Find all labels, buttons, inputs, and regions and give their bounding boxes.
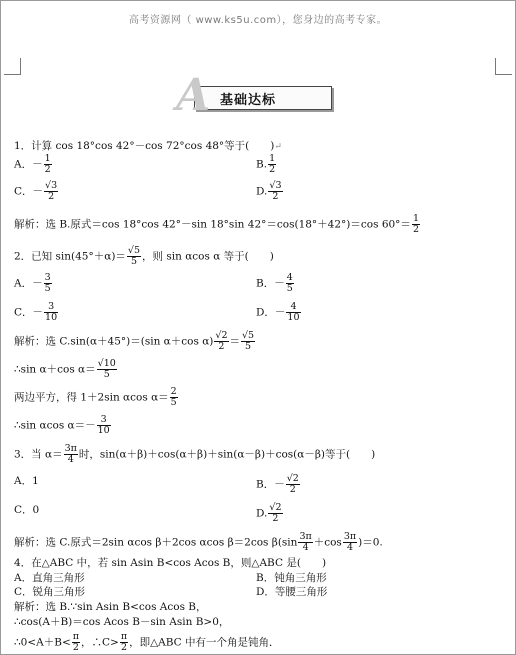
fraction: $\frac{√2}{2}$ <box>269 502 282 524</box>
fraction: $\frac{4}{10}$ <box>287 301 300 323</box>
q4-options-cd: C．锐角三角形 D．等腰三角形 <box>14 586 328 598</box>
fraction: $\frac{1}{2}$ <box>412 213 419 235</box>
fraction: $\frac{√3}{2}$ <box>45 180 58 202</box>
fraction: $\frac{√2}{2}$ <box>286 473 299 495</box>
fraction: $\frac{√5}{5}$ <box>127 245 141 267</box>
q4-options-ab: A．直角三角形 B．钝角三角形 <box>14 572 327 584</box>
q2-solution-2: ∴sin α＋cos α＝ $\frac{√10}{5}$ <box>14 358 116 380</box>
q1-options-ab: A．－ $\frac{1}{2}$ B. $\frac{1}{2}$ <box>14 153 276 175</box>
margin-corner-right <box>495 58 512 75</box>
fraction: $\frac{√2}{2}$ <box>215 330 228 352</box>
q2-solution-4: ∴sin αcos α＝－ $\frac{3}{10}$ <box>14 414 110 436</box>
fraction: $\frac{3}{10}$ <box>45 301 58 323</box>
fraction: $\frac{2}{5}$ <box>170 386 177 408</box>
banner-letter: A <box>176 70 211 121</box>
fraction: $\frac{\pi}{2}$ <box>120 631 128 653</box>
q4-solution-2: ∴cos(A＋B)＝cos Acos B－sin Asin B>0， <box>14 616 230 628</box>
margin-corner-left <box>4 58 21 75</box>
q3-options-cd: C．0 D. $\frac{√2}{2}$ <box>14 502 282 524</box>
fraction: $\frac{√5}{5}$ <box>242 330 255 352</box>
q2-stem: 2．已知 sin(45°＋α)＝ $\frac{√5}{5}$ ，则 sin αcos α 等于( ) <box>14 245 274 267</box>
section-banner <box>176 70 332 126</box>
fraction: $\frac{3\pi}{4}$ <box>299 531 312 553</box>
q4-solution-3: ∴0<A＋B< $\frac{\pi}{2}$ ，∴C> $\frac{\pi}{2}$ ，即△ABC 中有一个角是钝角． <box>14 631 280 653</box>
q3-solution: 解析：选 C.原式＝2sin αcos β＋2cos αcos β＝2cos β(sin $\frac{3\pi}{4}$ ＋cos $\frac{3\pi}{4}$ )＝0. <box>14 531 383 553</box>
q1-options-cd: C．－ $\frac{√3}{2}$ D. $\frac{√3}{2}$ <box>14 180 282 202</box>
q4-stem: 4．在△ABC 中，若 sin Asin B<cos Acos B，则△ABC 是( ) <box>14 557 327 569</box>
fraction: $\frac{1}{2}$ <box>44 153 51 175</box>
q1-solution: 解析：选 B.原式＝cos 18°cos 42°－sin 18°sin 42°＝cos(18°＋42°)＝cos 60°＝ $\frac{1}{2}$ <box>14 213 419 235</box>
q1-stem: 1．计算 cos 18°cos 42°－cos 72°cos 48°等于( )↵ <box>14 140 282 152</box>
banner-title: 基础达标 <box>220 93 277 108</box>
q2-options-cd: C．－ $\frac{3}{10}$ D．－ $\frac{4}{10}$ <box>14 301 300 323</box>
header-watermark: 高考资源网（ www.ks5u.com），您身边的高考专家。 <box>128 15 388 26</box>
fraction: $\frac{3}{10}$ <box>97 414 110 436</box>
fraction: $\frac{\pi}{2}$ <box>72 631 80 653</box>
fraction: $\frac{√3}{2}$ <box>269 180 282 202</box>
q4-solution-1: 解析：选 B.∵sin Asin B<cos Acos B， <box>14 601 207 613</box>
q2-solution-3: 两边平方，得 1＋2sin αcos α＝ $\frac{2}{5}$ <box>14 386 177 408</box>
q3-stem: 3．当 α＝ $\frac{3\pi}{4}$ 时，sin(α＋β)＋cos(α＋β)＋sin(α－β)＋cos(α－β)等于( ) <box>14 443 376 465</box>
q3-options-ab: A．1 B．－ $\frac{√2}{2}$ <box>14 473 299 495</box>
fraction: $\frac{3\pi}{4}$ <box>64 443 77 465</box>
q2-options-ab: A．－ $\frac{3}{5}$ B．－ $\frac{4}{5}$ <box>14 272 293 294</box>
fraction: $\frac{1}{2}$ <box>269 153 276 175</box>
q2-solution-1: 解析：选 C.sin(α＋45°)＝(sin α＋cos α) $\frac{√2}{2}$ ＝ $\frac{√5}{5}$ <box>14 330 255 352</box>
fraction: $\frac{3}{5}$ <box>44 272 51 294</box>
fraction: $\frac{4}{5}$ <box>286 272 293 294</box>
fraction: $\frac{3\pi}{4}$ <box>343 531 357 553</box>
fraction: $\frac{√10}{5}$ <box>97 358 116 380</box>
